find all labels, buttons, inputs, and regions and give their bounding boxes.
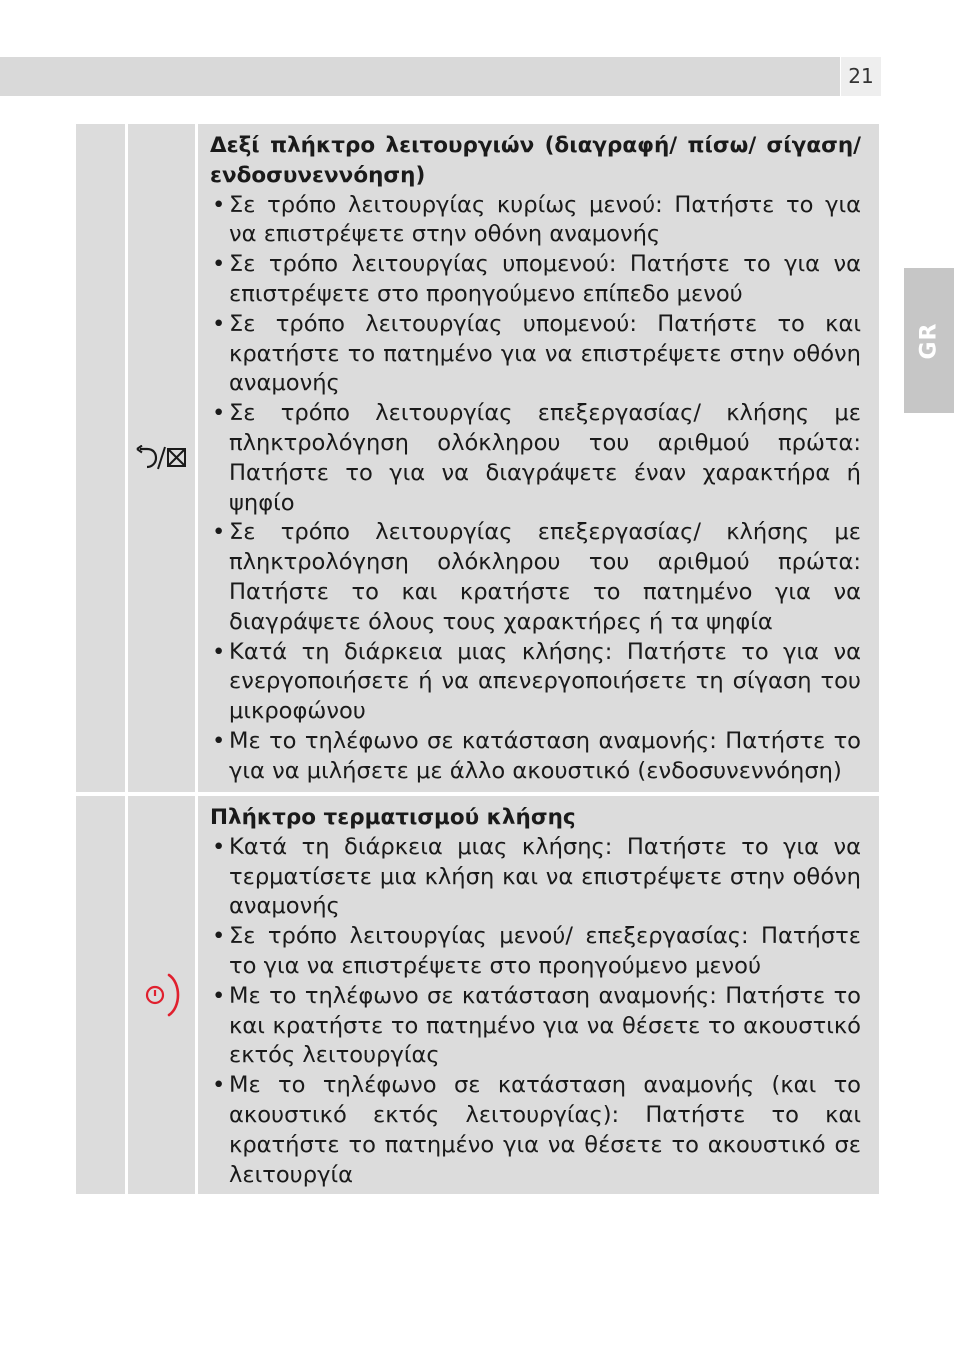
key-icon-cell bbox=[128, 124, 195, 792]
list-item: • Σε τρόπο λειτουργίας επεξεργασίας/ κλήσης με πληκτρολόγηση ολόκληρου του αριθμού πρώτα: Πατήστε το και κρατήστε το πατημένο για να διαγράψετε όλους τους χαρακτήρες ή τα ψηφία bbox=[210, 518, 861, 637]
page-number: 21 bbox=[841, 57, 881, 96]
bullet-list bbox=[210, 833, 861, 1191]
table-row bbox=[76, 124, 879, 792]
list-item: • Με το τηλέφωνο σε κατάσταση αναμονής (και το ακουστικό εκτός λειτουργίας): Πατήστε το και κρατήστε το πατημένο για να θέσετε το ακουστικό σε λειτουργία bbox=[210, 1071, 861, 1190]
key-heading: Πλήκτρο τερματισμού κλήσης bbox=[210, 805, 576, 830]
list-item: • Σε τρόπο λειτουργίας υπομενού: Πατήστε το για να επιστρέψετε στο προηγούμενο επίπεδο μενού bbox=[210, 250, 861, 310]
list-item: • Σε τρόπο λειτουργίας μενού/ επεξεργασίας: Πατήστε το για να επιστρέψετε στο προηγούμενο μενού bbox=[210, 922, 861, 982]
bullet-list bbox=[210, 191, 861, 787]
blank-cell bbox=[76, 796, 125, 1194]
list-item: • Κατά τη διάρκεια μιας κλήσης: Πατήστε το για να ενεργοποιήσετε ή να απενεργοποιήσετε τη σίγαση του μικροφώνου bbox=[210, 638, 861, 727]
back-clear-icon bbox=[136, 445, 188, 471]
list-item: • Κατά τη διάρκεια μιας κλήσης: Πατήστε το για να τερματίσετε μια κλήση και να επιστρέψετε στην οθόνη αναμονής bbox=[210, 833, 861, 922]
key-heading: Δεξί πλήκτρο λειτουργιών (διαγραφή/ πίσω/ σίγαση/ ενδοσυνεννόηση) bbox=[210, 133, 861, 188]
list-item: • Σε τρόπο λειτουργίας επεξεργασίας/ κλήσης με πληκτρολόγηση ολόκληρου του αριθμού πρώτα: Πατήστε το για να διαγράψετε έναν χαρακτήρα ή ψηφίο bbox=[210, 399, 861, 518]
end-call-power-icon bbox=[139, 971, 185, 1019]
language-tab-label: GR bbox=[916, 322, 942, 359]
header-bar bbox=[0, 57, 840, 96]
list-item: • Σε τρόπο λειτουργίας υπομενού: Πατήστε το και κρατήστε το πατημένο για να επιστρέψετε στην οθόνη αναμονής bbox=[210, 310, 861, 399]
table-row bbox=[76, 796, 879, 1194]
blank-cell bbox=[76, 124, 125, 792]
description-cell bbox=[198, 796, 879, 1194]
list-item: • Σε τρόπο λειτουργίας κυρίως μενού: Πατήστε το για να επιστρέψετε στην οθόνη αναμονής bbox=[210, 191, 861, 251]
list-item: • Με το τηλέφωνο σε κατάσταση αναμονής: Πατήστε το για να μιλήσετε με άλλο ακουστικό (ενδοσυνεννόηση) bbox=[210, 727, 861, 787]
language-tab bbox=[904, 268, 954, 413]
key-function-table bbox=[76, 124, 879, 1194]
key-icon-cell bbox=[128, 796, 195, 1194]
list-item: • Με το τηλέφωνο σε κατάσταση αναμονής: Πατήστε το και κρατήστε το πατημένο για να θέσετε το ακουστικό εκτός λειτουργίας bbox=[210, 982, 861, 1071]
description-cell bbox=[198, 124, 879, 792]
